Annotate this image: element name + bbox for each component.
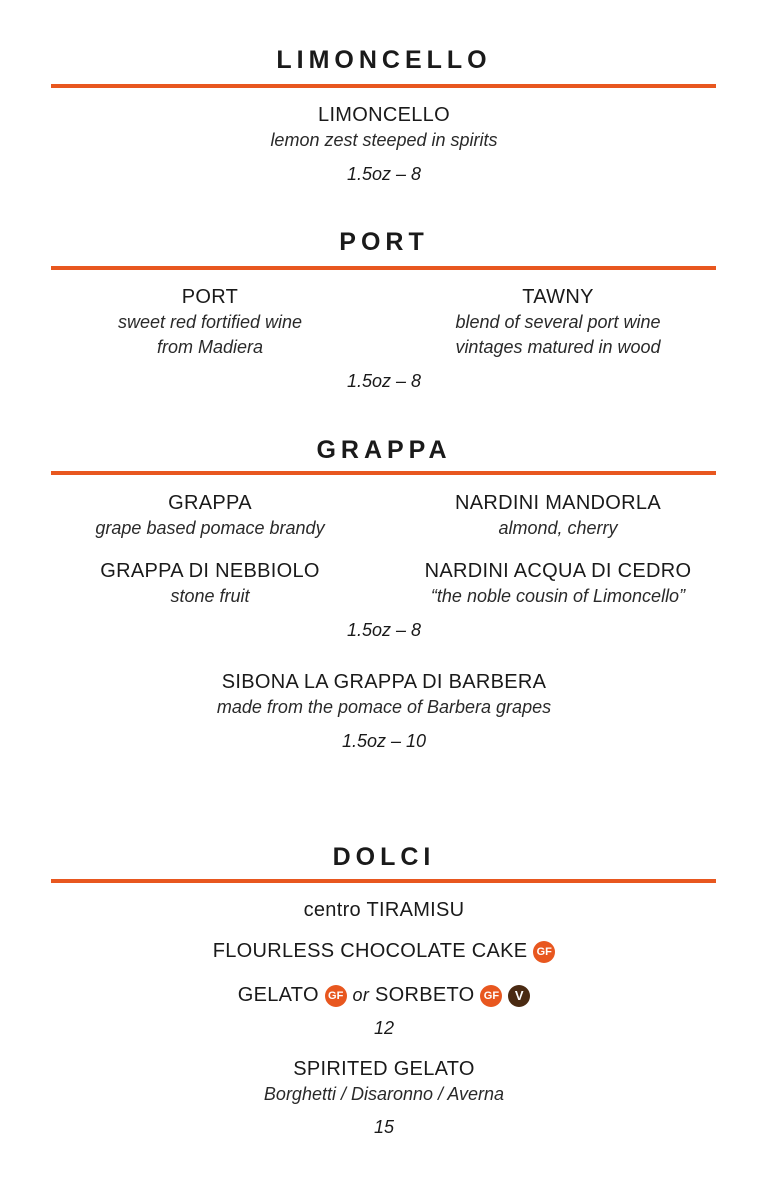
section-heading-dolci: DOLCI bbox=[332, 843, 436, 871]
item-row-gelato-sorbeto bbox=[0, 984, 768, 1007]
gluten-free-icon: GF bbox=[533, 941, 555, 963]
item-name-grappa: GRAPPA bbox=[168, 492, 252, 514]
item-name-chocolate-cake: FLOURLESS CHOCOLATE CAKE bbox=[212, 940, 528, 962]
item-row-chocolate-cake bbox=[0, 940, 768, 963]
price-grappa: 1.5oz – 8 bbox=[346, 620, 422, 640]
item-desc-nardini-mandorla: almond, cherry bbox=[498, 518, 618, 538]
item-desc-tawny: vintages matured in wood bbox=[455, 337, 661, 357]
vegan-icon: V bbox=[508, 985, 530, 1007]
item-name-tiramisu: centro TIRAMISU bbox=[303, 899, 465, 921]
section-divider bbox=[51, 879, 716, 883]
item-desc-limoncello: lemon zest steeped in spirits bbox=[270, 130, 498, 150]
price-gelato: 12 bbox=[373, 1018, 395, 1038]
price-spirited-gelato: 15 bbox=[373, 1117, 395, 1137]
price-port: 1.5oz – 8 bbox=[346, 371, 422, 391]
section-heading-port: PORT bbox=[339, 228, 429, 256]
item-name-gelato: GELATO bbox=[237, 984, 319, 1006]
section-heading-grappa: GRAPPA bbox=[316, 436, 452, 464]
item-name-nardini-acqua-di-cedro: NARDINI ACQUA DI CEDRO bbox=[424, 560, 692, 582]
item-desc-grappa: grape based pomace brandy bbox=[95, 518, 325, 538]
price-limoncello: 1.5oz – 8 bbox=[346, 164, 422, 184]
section-heading-limoncello: LIMONCELLO bbox=[276, 46, 492, 74]
price-sibona: 1.5oz – 10 bbox=[341, 731, 427, 751]
item-desc-sibona: made from the pomace of Barbera grapes bbox=[216, 697, 552, 717]
item-desc-port: from Madiera bbox=[156, 337, 264, 357]
gluten-free-icon: GF bbox=[480, 985, 502, 1007]
item-desc-spirited-gelato: Borghetti / Disaronno / Averna bbox=[263, 1084, 505, 1104]
item-name-spirited-gelato: SPIRITED GELATO bbox=[293, 1058, 475, 1080]
section-divider bbox=[51, 471, 716, 475]
item-name-port: PORT bbox=[181, 286, 239, 308]
item-name-limoncello: LIMONCELLO bbox=[318, 104, 450, 126]
item-name-tawny: TAWNY bbox=[522, 286, 594, 308]
or-text: or bbox=[352, 985, 370, 1005]
item-name-nardini-mandorla: NARDINI MANDORLA bbox=[455, 492, 661, 514]
section-divider bbox=[51, 266, 716, 270]
item-desc-grappa-di-nebbiolo: stone fruit bbox=[170, 586, 250, 606]
item-name-sibona: SIBONA LA GRAPPA DI BARBERA bbox=[221, 671, 547, 693]
item-desc-nardini-acqua-di-cedro: “the noble cousin of Limoncello” bbox=[430, 586, 686, 606]
item-name-grappa-di-nebbiolo: GRAPPA DI NEBBIOLO bbox=[100, 560, 320, 582]
item-desc-port: sweet red fortified wine bbox=[117, 312, 303, 332]
item-desc-tawny: blend of several port wine bbox=[455, 312, 661, 332]
gluten-free-icon: GF bbox=[325, 985, 347, 1007]
item-name-sorbeto: SORBETO bbox=[375, 984, 475, 1006]
section-divider bbox=[51, 84, 716, 88]
